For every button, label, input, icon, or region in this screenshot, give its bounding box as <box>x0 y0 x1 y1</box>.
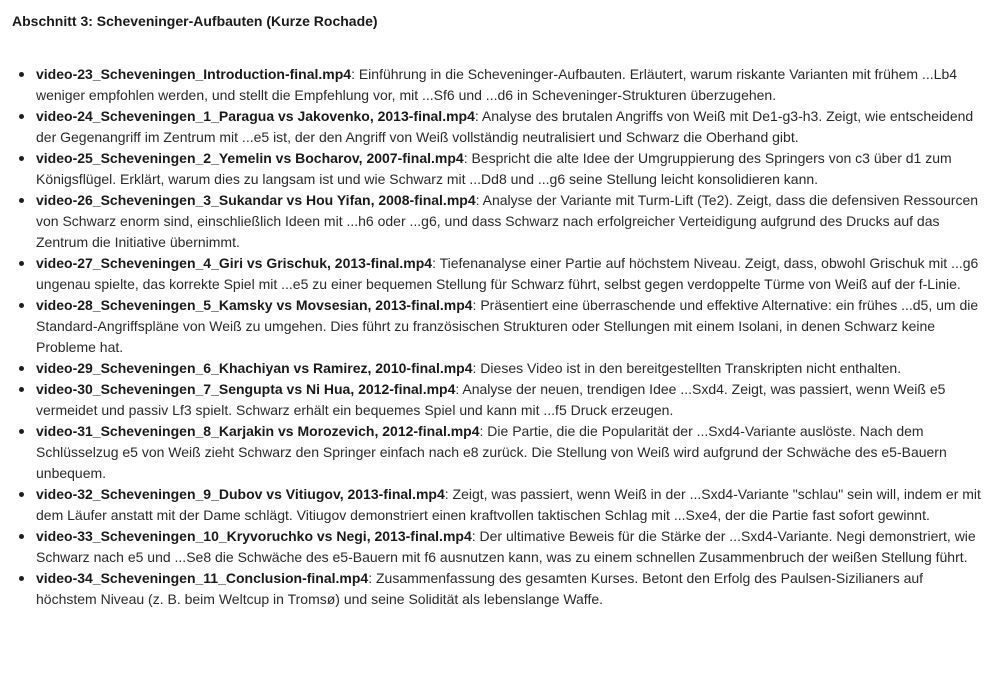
video-description: : Tiefenanalyse einer Partie auf höchstem Niveau. Zeigt, dass, obwohl Grischuk mit ...g6 ungenau spielte, das korrekte Spiel mit ...e5 zu einer bequemen Stellung für Schwarz führt, selbst gegen verdoppelte Türme von Weiß auf der f-Linie. <box>36 255 979 292</box>
video-description: : Analyse der neuen, trendigen Idee ...Sxd4. Zeigt, was passiert, wenn Weiß e5 vermeidet und passiv Lf3 spielt. Schwarz erhält ein bequemes Spiel und kann mit ...f5 Druck erzeugen. <box>36 381 946 418</box>
bullet-icon <box>19 387 24 392</box>
list-item <box>12 253 986 295</box>
video-filename: video-28_Scheveningen_5_Kamsky vs Movsesian, 2013-final.mp4 <box>36 297 473 313</box>
video-description: : Zusammenfassung des gesamten Kurses. Betont den Erfolg des Paulsen-Sizilianers auf höchstem Niveau (z. B. beim Weltcup in Tromsø) und seine Solidität als lebenslange Waffe. <box>36 570 924 607</box>
bullet-icon <box>19 114 24 119</box>
video-filename: video-31_Scheveningen_8_Karjakin vs Morozevich, 2012-final.mp4 <box>36 423 480 439</box>
bullet-icon <box>19 198 24 203</box>
list-item <box>12 190 986 253</box>
list-item <box>12 421 986 484</box>
video-filename: video-33_Scheveningen_10_Kryvoruchko vs Negi, 2013-final.mp4 <box>36 528 472 544</box>
bullet-icon <box>19 534 24 539</box>
bullet-icon <box>19 429 24 434</box>
video-description: : Präsentiert eine überraschende und effektive Alternative: ein frühes ...d5, um die Standard-Angriffspläne von Weiß zu umgehen. Dies führt zu französischen Strukturen oder Stellungen mit einem Isolani, in denen Schwarz keine Probleme hat. <box>36 297 979 355</box>
video-list <box>12 64 986 610</box>
list-item <box>12 379 986 421</box>
video-filename: video-23_Scheveningen_Introduction-final.mp4 <box>36 66 352 82</box>
list-item <box>12 64 986 106</box>
bullet-icon <box>19 72 24 77</box>
video-filename: video-34_Scheveningen_11_Conclusion-final.mp4 <box>36 570 369 586</box>
video-filename: video-32_Scheveningen_9_Dubov vs Vitiugov, 2013-final.mp4 <box>36 486 445 502</box>
bullet-icon <box>19 366 24 371</box>
bullet-icon <box>19 576 24 581</box>
video-description: : Zeigt, was passiert, wenn Weiß in der ...Sxd4-Variante "schlau" sein will, indem er mit dem Läufer anstatt mit der Dame schlägt. Vitiugov demonstriert einen kraftvollen taktischen Schlag mit ...Sxe4, der die Partie fast sofort gewinnt. <box>36 486 981 523</box>
video-filename: video-24_Scheveningen_1_Paragua vs Jakovenko, 2013-final.mp4 <box>36 108 475 124</box>
video-description: : Dieses Video ist in den bereitgestellten Transkripten nicht enthalten. <box>472 360 902 376</box>
section-heading: Abschnitt 3: Scheveninger-Aufbauten (Kurze Rochade) <box>12 13 378 29</box>
video-description: : Bespricht die alte Idee der Umgruppierung des Springers von c3 über d1 zum Königsflügel. Erklärt, warum dies zu langsam ist und wie Schwarz mit ...Dd8 und ...g6 seine Stellung leicht konsolidieren kann. <box>36 150 952 187</box>
video-description: : Die Partie, die die Popularität der ...Sxd4-Variante auslöste. Nach dem Schlüsselzug e5 von Weiß zieht Schwarz den Springer einfach nach e8 zurück. Die Stellung von Weiß wird aufgrund der Schwäche des e5-Bauern unbequem. <box>36 423 947 481</box>
bullet-icon <box>19 156 24 161</box>
video-description: : Einführung in die Scheveninger-Aufbauten. Erläutert, warum riskante Varianten mit frühem ...Lb4 weniger empfohlen werden, und stellt die Empfehlung vor, mit ...Sf6 und ...d6 in Scheveninger-Strukturen überzugehen. <box>36 66 958 103</box>
bullet-icon <box>19 261 24 266</box>
video-filename: video-27_Scheveningen_4_Giri vs Grischuk, 2013-final.mp4 <box>36 255 433 271</box>
list-item <box>12 295 986 358</box>
list-item <box>12 568 986 610</box>
list-item <box>12 526 986 568</box>
video-filename: video-25_Scheveningen_2_Yemelin vs Bocharov, 2007-final.mp4 <box>36 150 464 166</box>
list-item <box>12 484 986 526</box>
bullet-icon <box>19 303 24 308</box>
bullet-icon <box>19 492 24 497</box>
list-item <box>12 358 986 379</box>
list-item <box>12 106 986 148</box>
video-filename: video-30_Scheveningen_7_Sengupta vs Ni Hua, 2012-final.mp4 <box>36 381 456 397</box>
video-description: : Analyse des brutalen Angriffs von Weiß mit De1-g3-h3. Zeigt, wie entscheidend der Gegenangriff im Zentrum mit ...e5 ist, der den Angriff von Weiß vollständig neutralisiert und Schwarz die Oberhand gibt. <box>36 108 974 145</box>
list-item <box>12 148 986 190</box>
video-filename: video-29_Scheveningen_6_Khachiyan vs Ramirez, 2010-final.mp4 <box>36 360 473 376</box>
video-description: : Analyse der Variante mit Turm-Lift (Te2). Zeigt, dass die defensiven Ressourcen von Schwarz enorm sind, einschließlich Ideen mit ...h6 oder ...g6, und dass Schwarz nach erfolgreicher Verteidigung aufgrund des Drucks auf das Zentrum die Initiative übernimmt. <box>36 192 979 250</box>
video-description: : Der ultimative Beweis für die Stärke der ...Sxd4-Variante. Negi demonstriert, wie Schwarz nach e5 und ...Se8 die Schwäche des e5-Bauern mit f6 ausnutzen kann, was zu einem schnellen Zusammenbruch der weißen Stellung führt. <box>36 528 976 565</box>
video-filename: video-26_Scheveningen_3_Sukandar vs Hou Yifan, 2008-final.mp4 <box>36 192 476 208</box>
